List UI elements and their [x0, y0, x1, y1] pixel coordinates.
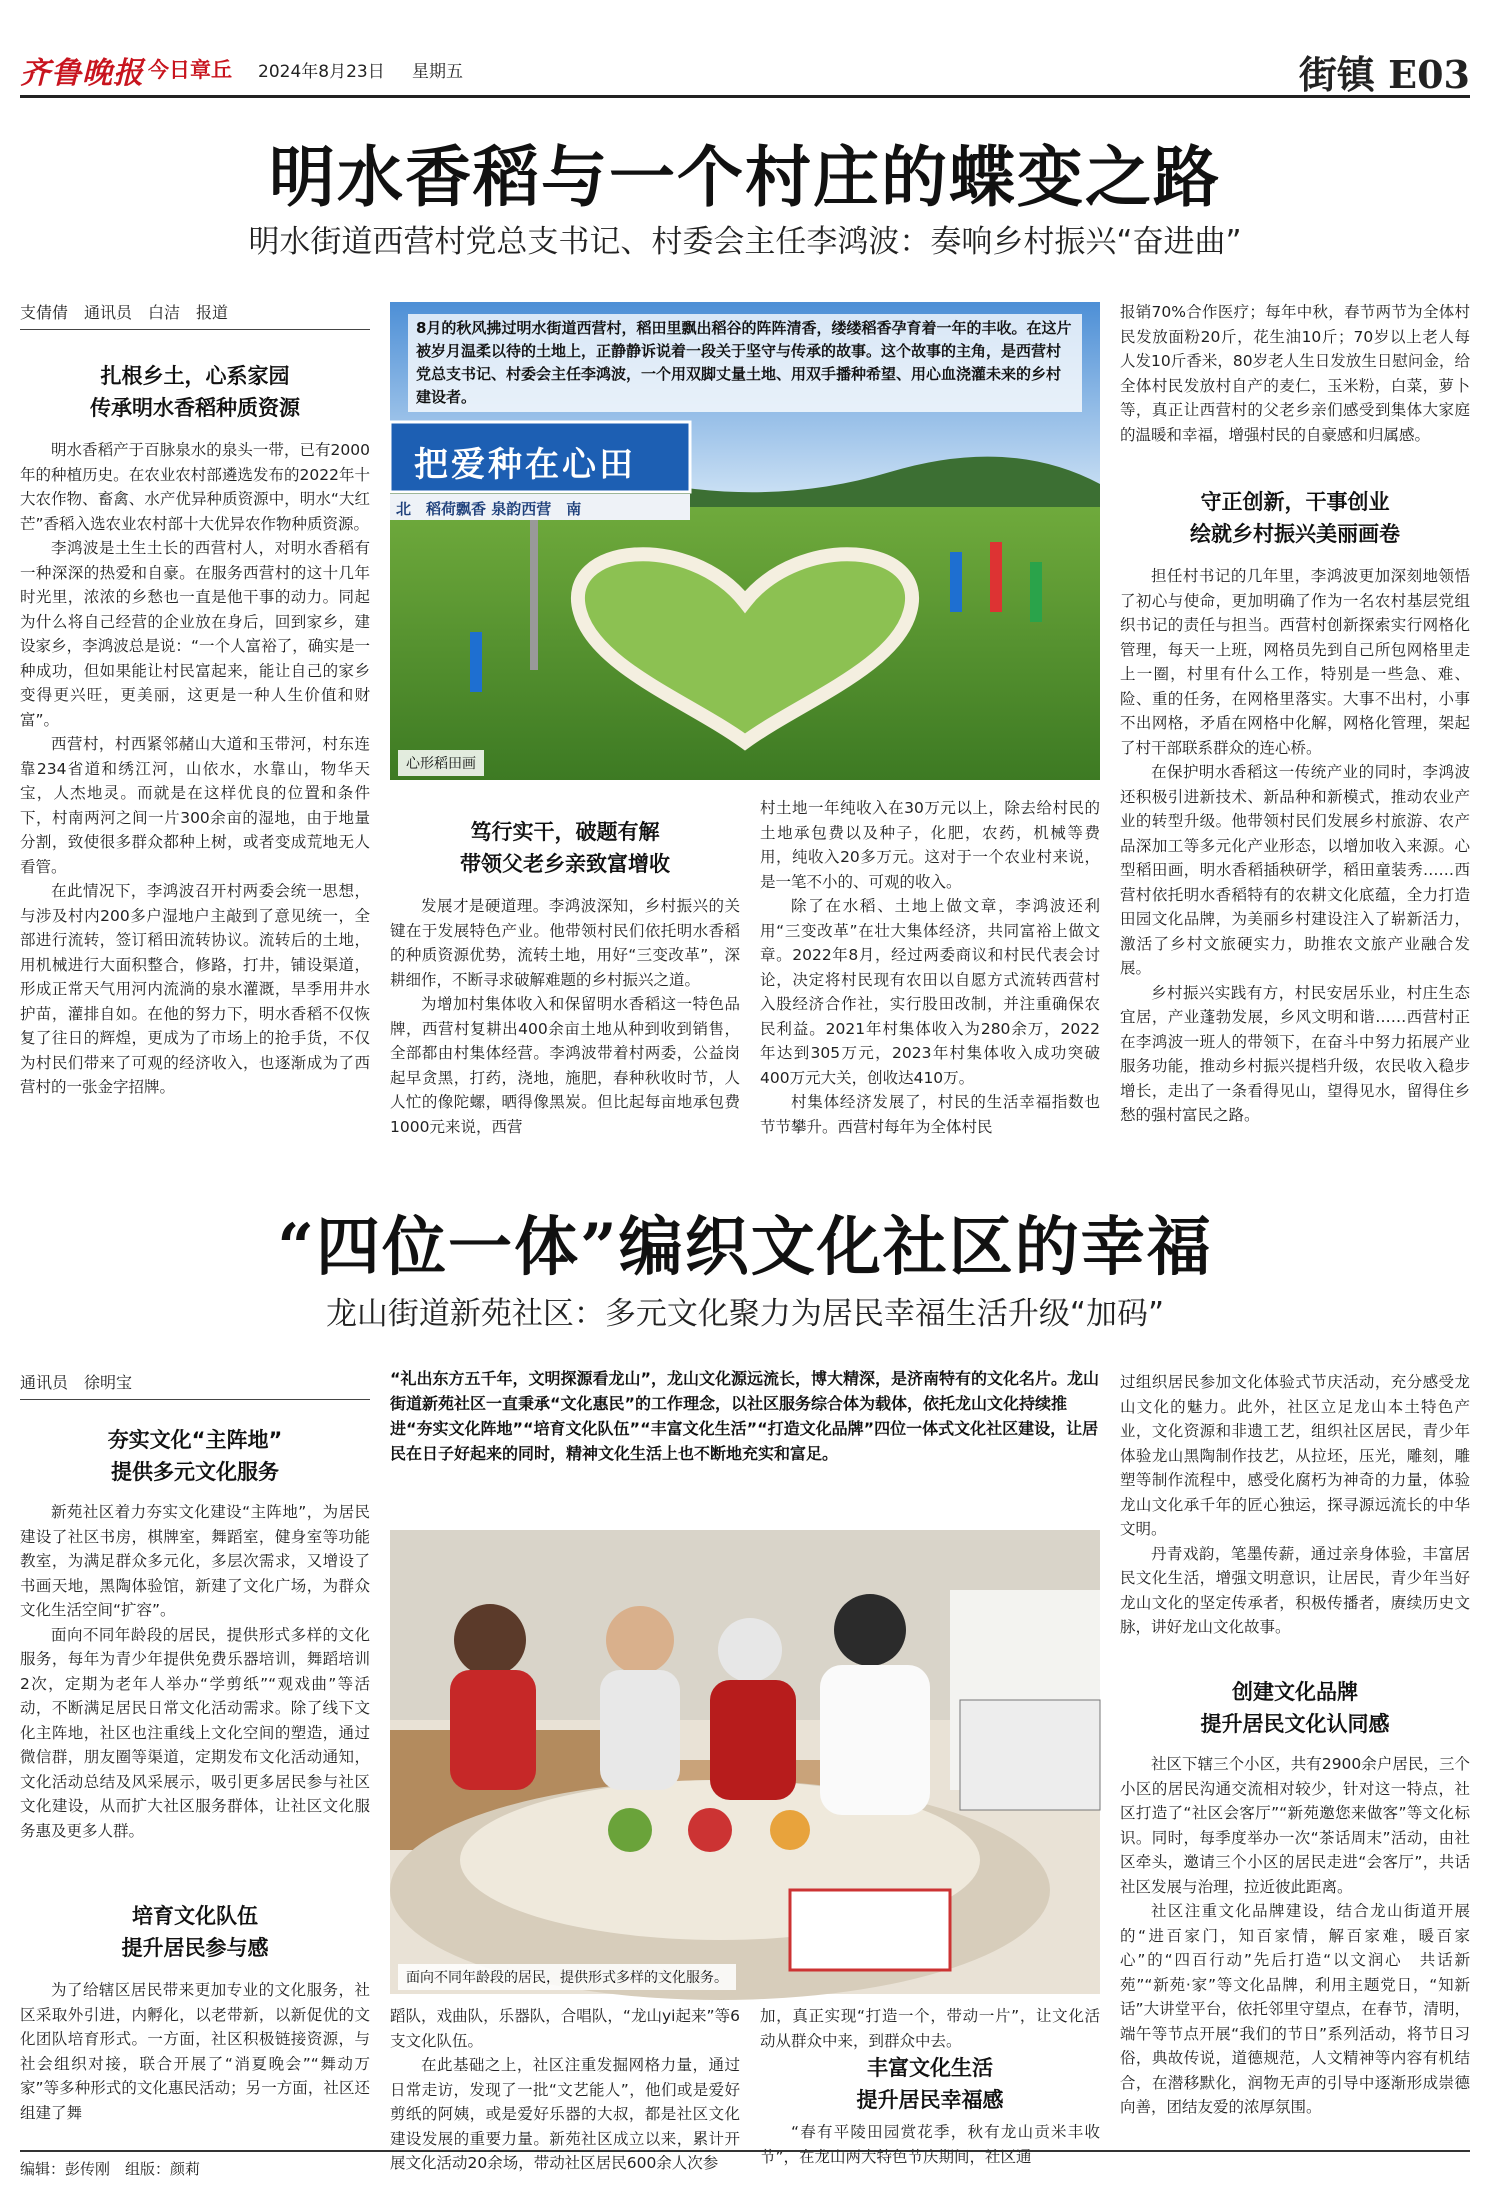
paragraph: 发展才是硬道理。李鸿波深知，乡村振兴的关键在于发展特色产业。他带领村民们依托明水香稻的种质资源优势，流转土地，用好“三变改革”，深耕细作，不断寻求破解难题的乡村振兴之道。 [390, 897, 740, 989]
paragraph: 为了给辖区居民带来更加专业的文化服务，社区采取外引进，内孵化，以老带新，以新促优的文化团队培育形式。一方面，社区积极链接资源，与社会组织对接，联合开展了“消夏晚会”“舞动万家”等多种形式的文化惠民活动；另一方面，社区还组建了舞 [20, 1981, 370, 2122]
paragraph: 村土地一年纯收入在30万元以上，除去给村民的土地承包费以及种子，化肥，农药，机械等费用，纯收入20多万元。这对于一个农业村来说，是一笔不小的、可观的收入。 [760, 799, 1100, 891]
article2-lead: “礼出东方五千年，文明探源看龙山”，龙山文化源远流长，博大精深，是济南特有的文化名片。龙山街道新苑社区一直秉承“文化惠民”的工作理念，以社区服务综合体为载体，依托龙山文化持续推进“夯实文化阵地”“培育文化队伍”“丰富文化生活”“打造文化品牌”四位一体式文化社区建设，让居民在日子好起来的同时，精神文化生活上也不断地充实和富足。 [390, 1369, 1100, 1463]
article1-column-1 [20, 438, 370, 1162]
article1-column-3 [760, 796, 1100, 1162]
page-footer: 编辑：彭传刚 组版：颜莉 [20, 2150, 1470, 2179]
paragraph: 为增加村集体收入和保留明水香稻这一特色品牌，西营村复耕出400余亩土地从种到收到销售，全部都由村集体经营。李鸿波带着村两委，公益岗起早贪黑，打药，浇地，施肥，春种秋收时节，人人忙的像陀螺，晒得像黑炭。但比起每亩地承包费1000元来说，西营 [390, 995, 740, 1136]
newspaper-logo: 齐鲁晚报 [20, 56, 144, 91]
paragraph: 乡村振兴实践有方，村民安居乐业，村庄生态宜居，产业蓬勃发展，乡风文明和谐……西营村正在李鸿波一班人的带领下，在奋斗中努力拓展产业服务功能，推动乡村振兴提档升级，农民收入稳步增长，走出了一条看得见山，望得见水，留得住乡愁的强村富民之路。 [1120, 983, 1470, 1124]
community-activity-photo [390, 1530, 1100, 1994]
article1-column-4a [1120, 300, 1470, 476]
article1-byline: 支倩倩 通讯员 白洁 报道 [20, 300, 370, 330]
photo-caption: 心形稻田画 [398, 750, 484, 776]
paragraph: 面向不同年龄段的居民，提供形式多样的文化服务，每年为青少年提供免费乐器培训，舞蹈培训2次，定期为老年人举办“学剪纸”“观戏曲”等活动，不断满足居民日常文化活动需求。除了线下文化主阵地，社区也注重线上文化空间的塑造，通过微信群，朋友圈等渠道，定期发布文化活动通知，文化活动总结及风采展示，吸引更多居民参与社区文化建设，从而扩大社区服务群体，让社区文化服务惠及更多人群。 [20, 1625, 370, 1840]
paragraph: 担任村书记的几年里，李鸿波更加深刻地领悟了初心与使命，更加明确了作为一名农村基层党组织书记的责任与担当。西营村创新探索实行网格化管理，每天一上班，网格员先到自己所包网格里走上一圈，村里有什么工作，特别是一些急、难、险、重的任务，在网格里落实。大事不出村，小事不出网格，矛盾在网格中化解，网格化管理，架起了村干部联系群众的连心桥。 [1120, 567, 1470, 757]
article2-byline: 通讯员 徐明宝 [20, 1370, 370, 1400]
article2-column-2 [390, 2004, 740, 2172]
photo-caption: 面向不同年龄段的居民，提供形式多样的文化服务。 [398, 1964, 736, 1990]
paragraph: 过组织居民参加文化体验式节庆活动，充分感受龙山文化的魅力。此外，社区立足龙山本土特色产业，文化资源和非遗工艺，组织社区居民，青少年体验龙山黑陶制作技艺，从拉坯，压光，雕刻，雕塑等制作流程中，感受化腐朽为神奇的力量，体验龙山文化承千年的匠心独运，探寻源远流长的中华文明。 [1120, 1373, 1470, 1538]
article1-title: 明水香稻与一个村庄的蝶变之路 [269, 138, 1221, 216]
paragraph: 李鸿波是土生土长的西营村人，对明水香稻有一种深深的热爱和自豪。在服务西营村的这十几年时光里，浓浓的乡愁也一直是他干事的动力。同起为什么将自己经营的企业放在身后，回到家乡，建设家乡，李鸿波总是说：“一个人富裕了，确实是一种成功，但如果能让村民富起来，能让自己的家乡变得更兴旺，更美丽，这更是一种人生价值和财富”。 [20, 539, 370, 729]
paragraph: 在此情况下，李鸿波召开村两委会统一思想，与涉及村内200多户湿地户主敲到了意见统一，全部进行流转，签订稻田流转协议。流转后的土地，用机械进行大面积整合，修路，打井，铺设渠道，形成正常天气用河内流淌的泉水灌溉，旱季用井水护苗，灌排自如。在他的努力下，明水香稻不仅恢复了往日的辉煌，更成为了市场上的抢手货，不仅为村民们带来了可观的经济收入，也逐渐成为了西营村的一张金字招牌。 [20, 882, 370, 1096]
paragraph: 村集体经济发展了，村民的生活幸福指数也节节攀升。西营村每年为全体村民 [760, 1093, 1100, 1136]
rice-field-photo [390, 302, 1100, 780]
photo-sign-text: 把爱种在心田 [414, 445, 636, 485]
article1-section-heading-1: 扎根乡土，心系家园 传承明水香稻种质资源 [90, 364, 300, 420]
paragraph: 除了在水稻、土地上做文章，李鸿波还利用“三变改革”在壮大集体经济，共同富裕上做文章。2022年8月，经过两委商议和村民代表会讨论，决定将村民现有农田以自愿方式流转西营村入股经济合作社，实行股田改制，并注重确保农民利益。2021年村集体收入为280余万，2022年达到305万元，2023年村集体收入成功突破400万元大关，创收达410万。 [760, 897, 1100, 1087]
paragraph: “春有平陵田园赏花季，秋有龙山贡米丰收节”，在龙山两大特色节庆期间，社区通 [760, 2123, 1100, 2166]
article2-column-3b [760, 2120, 1100, 2166]
article2-section-heading-2: 培育文化队伍 提升居民参与感 [121, 1904, 269, 1960]
paragraph: 在此基础之上，社区注重发掘网格力量，通过日常走访，发现了一批“文艺能人”，他们或是爱好剪纸的阿姨，或是爱好乐器的大叔，都是社区文化建设发展的重要力量。新苑社区成立以来，累计开展文化活动20余场，带动社区居民600余人次参 [390, 2056, 740, 2172]
paragraph: 社区下辖三个小区，共有2900余户居民，三个小区的居民沟通交流相对较少，针对这一特点，社区打造了“社区会客厅”“新苑邀您来做客”等文化标识。同时，每季度举办一次“茶话周末”活动，由社区牵头，邀请三个小区的居民走进“会客厅”，共话社区发展与治理，拉近彼此距离。 [1120, 1755, 1470, 1896]
article2-column-1b [20, 1978, 370, 2138]
article1-lead: 8月的秋风拂过明水街道西营村，稻田里飘出稻谷的阵阵清香，缕缕稻香孕育着一年的丰收。在这片被岁月温柔以待的土地上，正静静诉说着一段关于坚守与传承的故事。这个故事的主角，是西营村党总支书记、村委会主任李鸿波，一个用双脚丈量土地、用双手播种希望、用心血浇灌未来的乡村建设者。 [408, 314, 1082, 412]
article1-subtitle: 明水街道西营村党总支书记、村委会主任李鸿波：奏响乡村振兴“奋进曲” [248, 224, 1242, 260]
paragraph: 蹈队，戏曲队，乐器队，合唱队，“龙山yi起来”等6支文化队伍。 [390, 2007, 740, 2050]
article1-section-heading-3: 守正创新，干事创业 绘就乡村振兴美丽画卷 [1190, 490, 1400, 546]
masthead [20, 40, 1470, 98]
community-activity-illustration [390, 1530, 1100, 1994]
paragraph: 社区注重文化品牌建设，结合龙山街道开展的“进百家门，知百家情，解百家难，暖百家心”的“四百行动”先后打造“以文润心 共话新苑”“新苑·家”等文化品牌，利用主题党日，“知新话”大讲堂平台，依托邻里守望点，在春节，清明，端午等节点开展“我们的节日”系列活动，将节日习俗，典故传说，道德规范，人文精神等内容有机结合，在潜移默化，润物无声的引导中逐渐形成崇德向善，团结友爱的浓厚氛围。 [1120, 1902, 1470, 2116]
paragraph: 新苑社区着力夯实文化建设“主阵地”，为居民建设了社区书房，棋牌室，舞蹈室，健身室等功能教室，为满足群众多元化，多层次需求，又增设了书画天地，黑陶体验馆，新建了文化广场，为群众文化生活空间“扩容”。 [20, 1503, 370, 1619]
paragraph: 西营村，村西紧邻赭山大道和玉带河，村东连靠234省道和绣江河，山依水，水靠山，物华天宝，人杰地灵。而就是在这样优良的位置和条件下，村南两河之间一片300余亩的湿地，由于地量分割，致使很多群众都种上树，或者变成荒地无人看管。 [20, 735, 370, 876]
section-label: 街镇 E03 [1298, 52, 1470, 97]
article1-column-2 [390, 894, 740, 1162]
paragraph: 明水香稻产于百脉泉水的泉头一带，已有2000年的种植历史。在农业农村部遴选发布的2022年十大农作物、畜禽、水产优异种质资源中，明水“大红芒”香稻入选农业农村部十大优异农作物种质资源。 [20, 441, 370, 533]
article2-column-1 [20, 1500, 370, 1892]
issue-weekday: 星期五 [412, 62, 463, 82]
article2-section-heading-4: 创建文化品牌 提升居民文化认同感 [1200, 1680, 1390, 1736]
article2-column-4a [1120, 1370, 1470, 1666]
article2-title: “四位一体”编织文化社区的幸福 [277, 1210, 1213, 1285]
paragraph: 丹青戏韵，笔墨传薪，通过亲身体验，丰富居民文化生活，增强文明意识，让居民，青少年当好龙山文化的坚定传承者，积极传播者，赓续历史文脉，讲好龙山文化故事。 [1120, 1544, 1470, 1636]
article1-section-heading-2: 笃行实干，破题有解 带领父老乡亲致富增收 [460, 820, 670, 876]
paragraph: 报销70%合作医疗；每年中秋，春节两节为全体村民发放面粉20斤，花生油10斤；70岁以上老人每人发10斤香米，80岁老人生日发放生日慰问金，给全体村民发放村自产的麦仁，玉米粉，白菜，萝卜等，真正让西营村的父老乡亲们感受到集体大家庭的温暖和幸福，增强村民的自豪感和归属感。 [1120, 303, 1470, 444]
article2-section-heading-3: 丰富文化生活 提升居民幸福感 [856, 2056, 1004, 2112]
article2-column-4b [1120, 1752, 1470, 2142]
edition-name: 今日章丘 [148, 58, 232, 82]
paragraph: 在保护明水香稻这一传统产业的同时，李鸿波还积极引进新技术、新品种和新模式，推动农业产业的转型升级。他带领村民们发展乡村旅游、农产品深加工等多元化产业形态，以增加收入来源。心型稻田画，明水香稻插秧研学，稻田童装秀……西营村依托明水香稻特有的农耕文化底蕴，全力打造田园文化品牌，为美丽乡村建设注入了崭新活力，激活了乡村文旅硬实力，助推农文旅产业融合发展。 [1120, 763, 1470, 977]
photo-sign-subtext: 北 稻荷飘香 泉韵西营 南 [396, 500, 582, 518]
article2-column-3 [760, 2004, 1100, 2054]
issue-date: 2024年8月23日 [258, 62, 385, 82]
article1-column-4b [1120, 564, 1470, 1162]
article2-section-heading-1: 夯实文化“主阵地” 提供多元文化服务 [107, 1428, 283, 1484]
article2-subtitle: 龙山街道新苑社区：多元文化聚力为居民幸福生活升级“加码” [325, 1296, 1165, 1332]
paragraph: 加，真正实现“打造一个，带动一片”，让文化活动从群众中来，到群众中去。 [760, 2007, 1100, 2050]
